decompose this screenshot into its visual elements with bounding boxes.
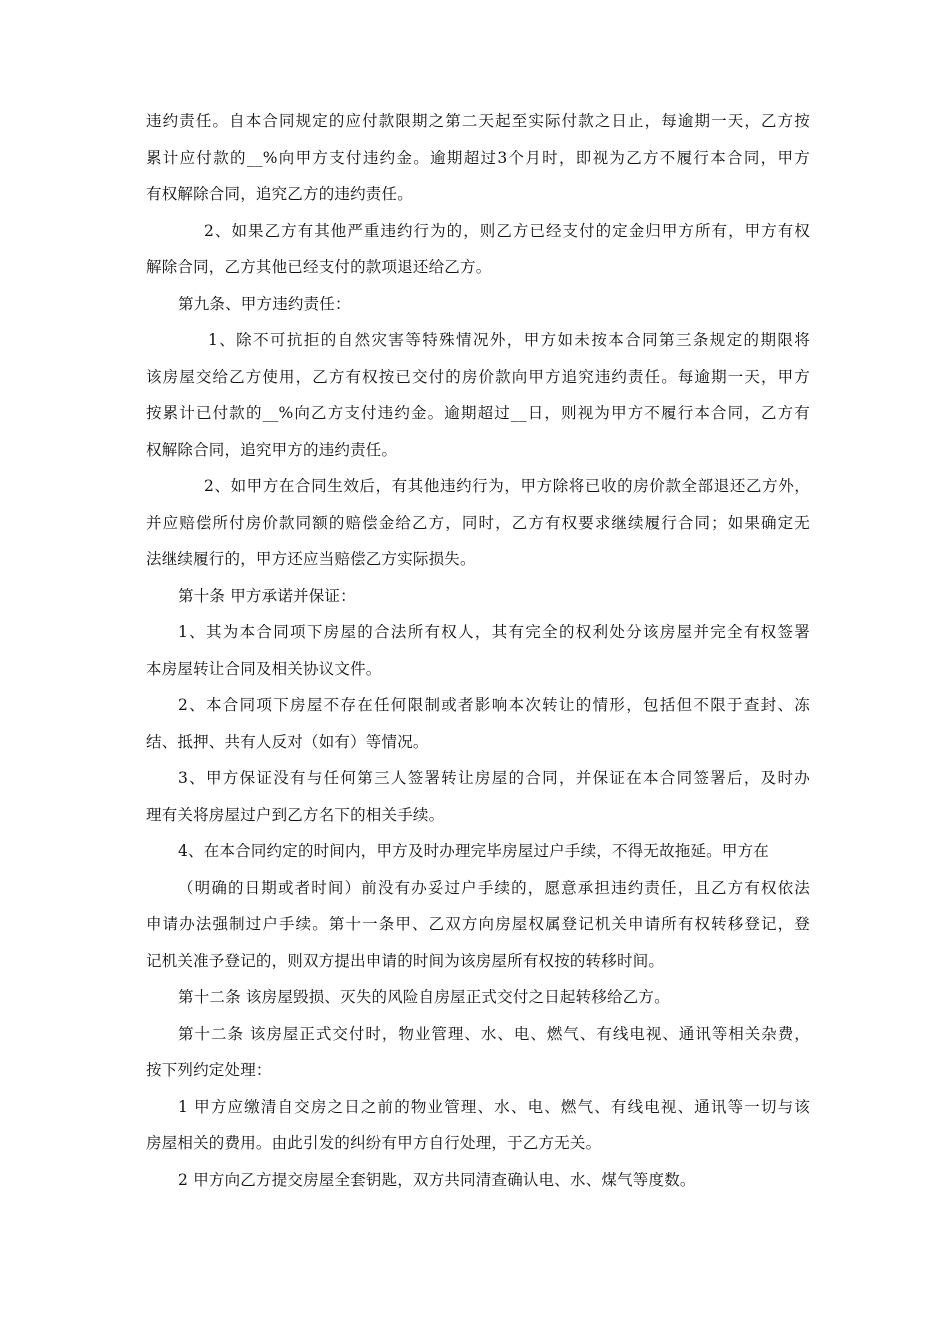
paragraph [146, 322, 810, 468]
paragraph [146, 578, 810, 615]
text-line: 违约责任。自本合同规定的应付款限期之第二天起至实际付款之日止，每逾期一天，乙方按 [146, 112, 810, 130]
text-line: 记机关准予登记的，则双方提出申请的时间为该房屋所有权按的转移时间。 [146, 951, 665, 970]
paragraph [146, 1016, 810, 1089]
text-line: 本房屋转让合同及相关协议文件。 [146, 659, 382, 678]
text-line: 1、其为本合同项下房屋的合法所有权人，其有完全的权利处分该房屋并完全有权签署 [178, 623, 810, 641]
text-line: 申请办法强制过户手续。第十一条甲、乙双方向房屋权属登记机关申请所有权转移登记，登 [146, 915, 810, 933]
text-line: 第十二条 该房屋毁损、灭失的风险自房屋正式交付之日起转移给乙方。 [178, 988, 670, 1006]
paragraph [146, 1162, 810, 1199]
text-line: 并应赔偿所付房价款同额的赔偿金给乙方，同时，乙方有权要求继续履行合同；如果确定无 [146, 513, 810, 532]
paragraph [146, 213, 810, 286]
paragraph [146, 833, 810, 870]
paragraph [146, 468, 810, 578]
text-line: 1 甲方应缴清自交房之日之前的物业管理、水、电、燃气、有线电视、通讯等一切与该 [178, 1097, 810, 1116]
text-line: （明确的日期或者时间）前没有办妥过户手续的，愿意承担违约责任，且乙方有权依法 [178, 878, 810, 897]
text-line: 该房屋交给乙方使用，乙方有权按已交付的房价款向甲方追究违约责任。每逾期一天，甲方 [146, 367, 810, 386]
text-line: 4、在本合同约定的时间内，甲方及时办理完毕房屋过户手续，不得无故拖延。甲方在 [178, 842, 769, 860]
paragraph [146, 103, 810, 213]
paragraph [146, 870, 810, 980]
paragraph [146, 979, 810, 1016]
text-line: 2、本合同项下房屋不存在任何限制或者影响本次转让的情形，包括但不限于查封、冻 [178, 696, 810, 714]
text-line: 1、除不可抗拒的自然灾害等特殊情况外，甲方如未按本合同第三条规定的期限将 [208, 331, 810, 349]
paragraph [146, 760, 810, 833]
text-line: 房屋相关的费用。由此引发的纠纷有甲方自行处理，于乙方无关。 [146, 1134, 602, 1152]
text-line: 按累计已付款的__%向乙方支付违约金。逾期超过__日，则视为甲方不履行本合同，乙方有 [146, 404, 810, 422]
document-page [146, 103, 810, 1198]
text-line: 2、如甲方在合同生效后，有其他违约行为，甲方除将已收的房价款全部退还乙方外， [204, 477, 810, 495]
text-line: 2 甲方向乙方提交房屋全套钥匙，双方共同清查确认电、水、煤气等度数。 [178, 1170, 696, 1189]
text-line: 有权解除合同，追究乙方的违约责任。 [146, 185, 413, 203]
paragraph [146, 614, 810, 687]
paragraph [146, 687, 810, 760]
paragraph [146, 1089, 810, 1162]
text-line: 第十条 甲方承诺并保证： [178, 586, 356, 605]
text-line: 解除合同，乙方其他已经支付的款项退还给乙方。 [146, 258, 492, 276]
text-line: 累计应付款的__%向甲方支付违约金。逾期超过3个月时，即视为乙方不履行本合同，甲方 [146, 148, 810, 167]
paragraph [146, 286, 810, 323]
text-line: 2、如果乙方有其他严重违约行为的，则乙方已经支付的定金归甲方所有，甲方有权 [204, 221, 810, 240]
text-line: 按下列约定处理： [146, 1061, 272, 1079]
text-line: 结、抵押、共有人反对（如有）等情况。 [146, 732, 429, 751]
text-line: 第十二条 该房屋正式交付时，物业管理、水、电、燃气、有线电视、通讯等相关杂费， [178, 1024, 810, 1043]
text-line: 权解除合同，追究甲方的违约责任。 [146, 440, 398, 459]
text-line: 第九条、甲方违约责任： [178, 294, 351, 313]
text-line: 法继续履行的，甲方还应当赔偿乙方实际损失。 [146, 550, 476, 568]
text-line: 理有关将房屋过户到乙方名下的相关手续。 [146, 805, 445, 824]
text-line: 3、甲方保证没有与任何第三人签署转让房屋的合同，并保证在本合同签署后，及时办 [178, 769, 810, 787]
